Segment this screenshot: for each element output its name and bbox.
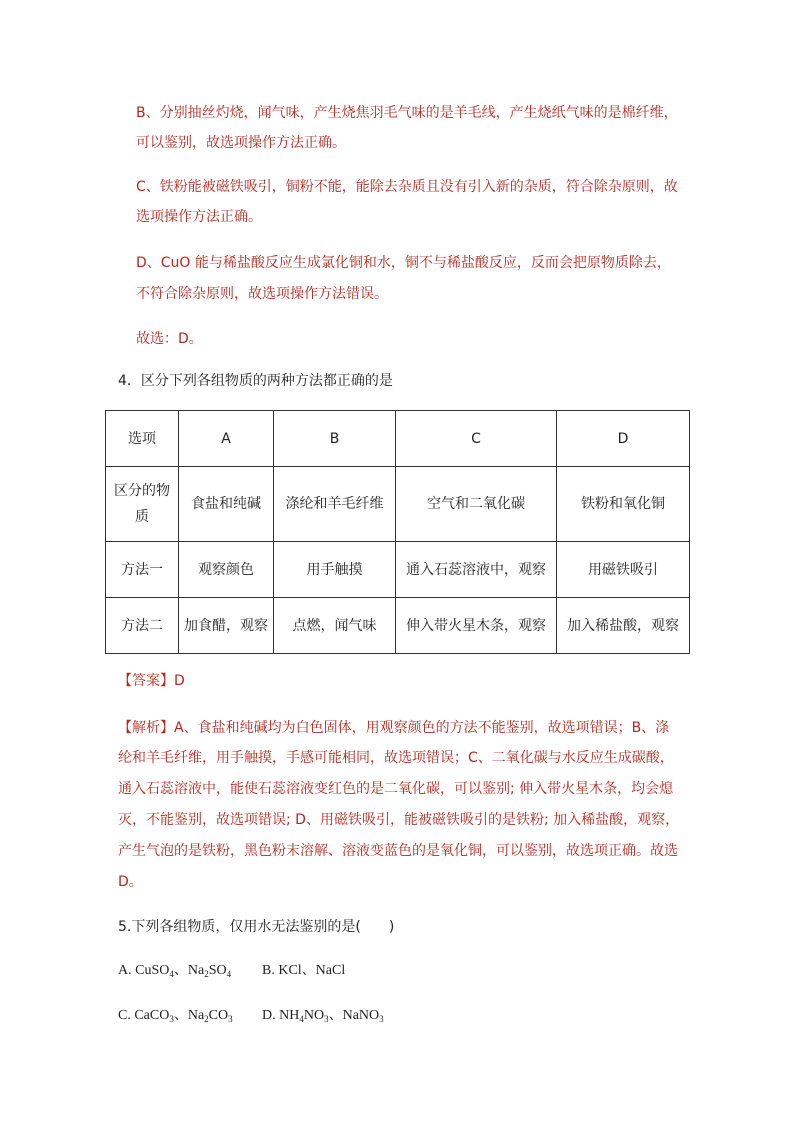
q4-analysis-line2: 纶和羊毛纤维，用手触摸，手感可能相同，故选项错误；C、二氧化碳与水反应生成碳酸， bbox=[118, 750, 674, 766]
q4-analysis-line6: D。 bbox=[118, 874, 143, 890]
option-c-sub: 2 bbox=[204, 1014, 209, 1024]
table-header-cell: B bbox=[274, 411, 396, 467]
option-a-text: 、Na bbox=[173, 963, 205, 978]
table-cell: 食盐和纯碱 bbox=[179, 467, 274, 542]
q4-analysis-line5: 产生气泡的是铁粉，黑色粉末溶解、溶液变蓝色的是氧化铜，可以鉴别，故选项正确。故选 bbox=[118, 843, 678, 859]
option-d-text: 、NaNO bbox=[328, 1008, 380, 1023]
q5-option-c bbox=[118, 1001, 233, 1034]
q5-option-b: B. KCl、NaCl bbox=[262, 963, 346, 978]
option-d-sub: 3 bbox=[324, 1014, 329, 1024]
table-cell: 空气和二氧化碳 bbox=[396, 467, 557, 542]
solution-d-line1: D、CuO 能与稀盐酸反应生成氯化铜和水，铜不与稀盐酸反应，反而会把原物质除去， bbox=[136, 255, 671, 271]
option-c-sub: 3 bbox=[169, 1014, 174, 1024]
table-cell: 用手触摸 bbox=[274, 542, 396, 598]
row-label-line1: 区分的物 bbox=[114, 483, 170, 499]
table-header-row bbox=[106, 411, 690, 467]
table-cell: 加食醋，观察 bbox=[179, 598, 274, 654]
table-cell: 伸入带火星木条，观察 bbox=[396, 598, 557, 654]
table-cell: 用磁铁吸引 bbox=[557, 542, 690, 598]
option-a-sub: 2 bbox=[204, 969, 209, 979]
q4-analysis-line3: 通入石蕊溶液中，能使石蕊溶液变红色的是二氧化碳，可以鉴别; 伸入带火星木条，均会熄 bbox=[118, 781, 674, 797]
table-cell: 涤纶和羊毛纤维 bbox=[274, 467, 396, 542]
table-cell: 加入稀盐酸，观察 bbox=[557, 598, 690, 654]
option-d-text: D. NH bbox=[262, 1008, 300, 1023]
option-a-sub: 4 bbox=[169, 969, 174, 979]
q5-stem: 5.下列各组物质，仅用水无法鉴别的是( ) bbox=[118, 919, 395, 935]
q4-answer bbox=[118, 666, 185, 696]
solution-c-line1: C、铁粉能被磁铁吸引，铜粉不能，能除去杂质且没有引入新的杂质，符合除杂原则，故 bbox=[136, 179, 678, 195]
q4-stem: 4．区分下列各组物质的两种方法都正确的是 bbox=[118, 373, 393, 389]
table-cell: 铁粉和氧化铜 bbox=[557, 467, 690, 542]
table-row bbox=[106, 467, 690, 542]
option-d-sub: 4 bbox=[299, 1014, 304, 1024]
option-c-sub: 3 bbox=[228, 1014, 233, 1024]
option-a-text: SO bbox=[208, 963, 227, 978]
option-d-sub: 3 bbox=[379, 1014, 384, 1024]
row-label-substances bbox=[106, 467, 179, 542]
solution-c-line2: 选项操作方法正确。 bbox=[136, 209, 262, 225]
table-header-cell: D bbox=[557, 411, 690, 467]
row-label-method2: 方法二 bbox=[106, 598, 179, 654]
analysis-text: A、食盐和纯碱均为白色固体，用观察颜色的方法不能鉴别，故选项错误；B、涤 bbox=[174, 720, 670, 736]
table-header-cell: 选项 bbox=[106, 411, 179, 467]
table-header-cell: C bbox=[396, 411, 557, 467]
option-c-text: CO bbox=[208, 1008, 229, 1023]
solution-b-line2: 可以鉴别，故选项操作方法正确。 bbox=[136, 135, 346, 151]
answer-value: D bbox=[174, 673, 185, 689]
solution-d-line2: 不符合除杂原则，故选项操作方法错误。 bbox=[136, 286, 388, 302]
solution-b-line1: B、分别抽丝灼烧，闻气味，产生烧焦羽毛气味的是羊毛线，产生烧纸气味的是棉纤维， bbox=[136, 105, 678, 121]
option-a-text: A. CuSO bbox=[118, 963, 170, 978]
q4-analysis-line1 bbox=[118, 713, 669, 743]
row-label-method1: 方法一 bbox=[106, 542, 179, 598]
q4-options-table bbox=[105, 410, 690, 654]
table-cell: 观察颜色 bbox=[179, 542, 274, 598]
table-cell: 点燃，闻气味 bbox=[274, 598, 396, 654]
option-c-text: 、Na bbox=[173, 1008, 205, 1023]
q5-option-d bbox=[262, 1001, 384, 1034]
table-header-cell: A bbox=[179, 411, 274, 467]
solution-choice: 故选：D。 bbox=[136, 331, 203, 347]
option-a-sub: 4 bbox=[226, 969, 232, 979]
answer-tag: 【答案】 bbox=[118, 673, 174, 689]
table-row bbox=[106, 542, 690, 598]
table-cell: 通入石蕊溶液中，观察 bbox=[396, 542, 557, 598]
option-c-text: C. CaCO bbox=[118, 1008, 170, 1023]
q5-option-a bbox=[118, 956, 231, 989]
table-row bbox=[106, 598, 690, 654]
analysis-tag: 【解析】 bbox=[118, 720, 174, 736]
option-d-text: NO bbox=[303, 1008, 325, 1023]
row-label-line2: 质 bbox=[135, 509, 149, 525]
q4-analysis-line4: 灭，不能鉴别，故选项错误; D、用磁铁吸引，能被磁铁吸引的是铁粉; 加入稀盐酸，观察， bbox=[118, 812, 680, 828]
